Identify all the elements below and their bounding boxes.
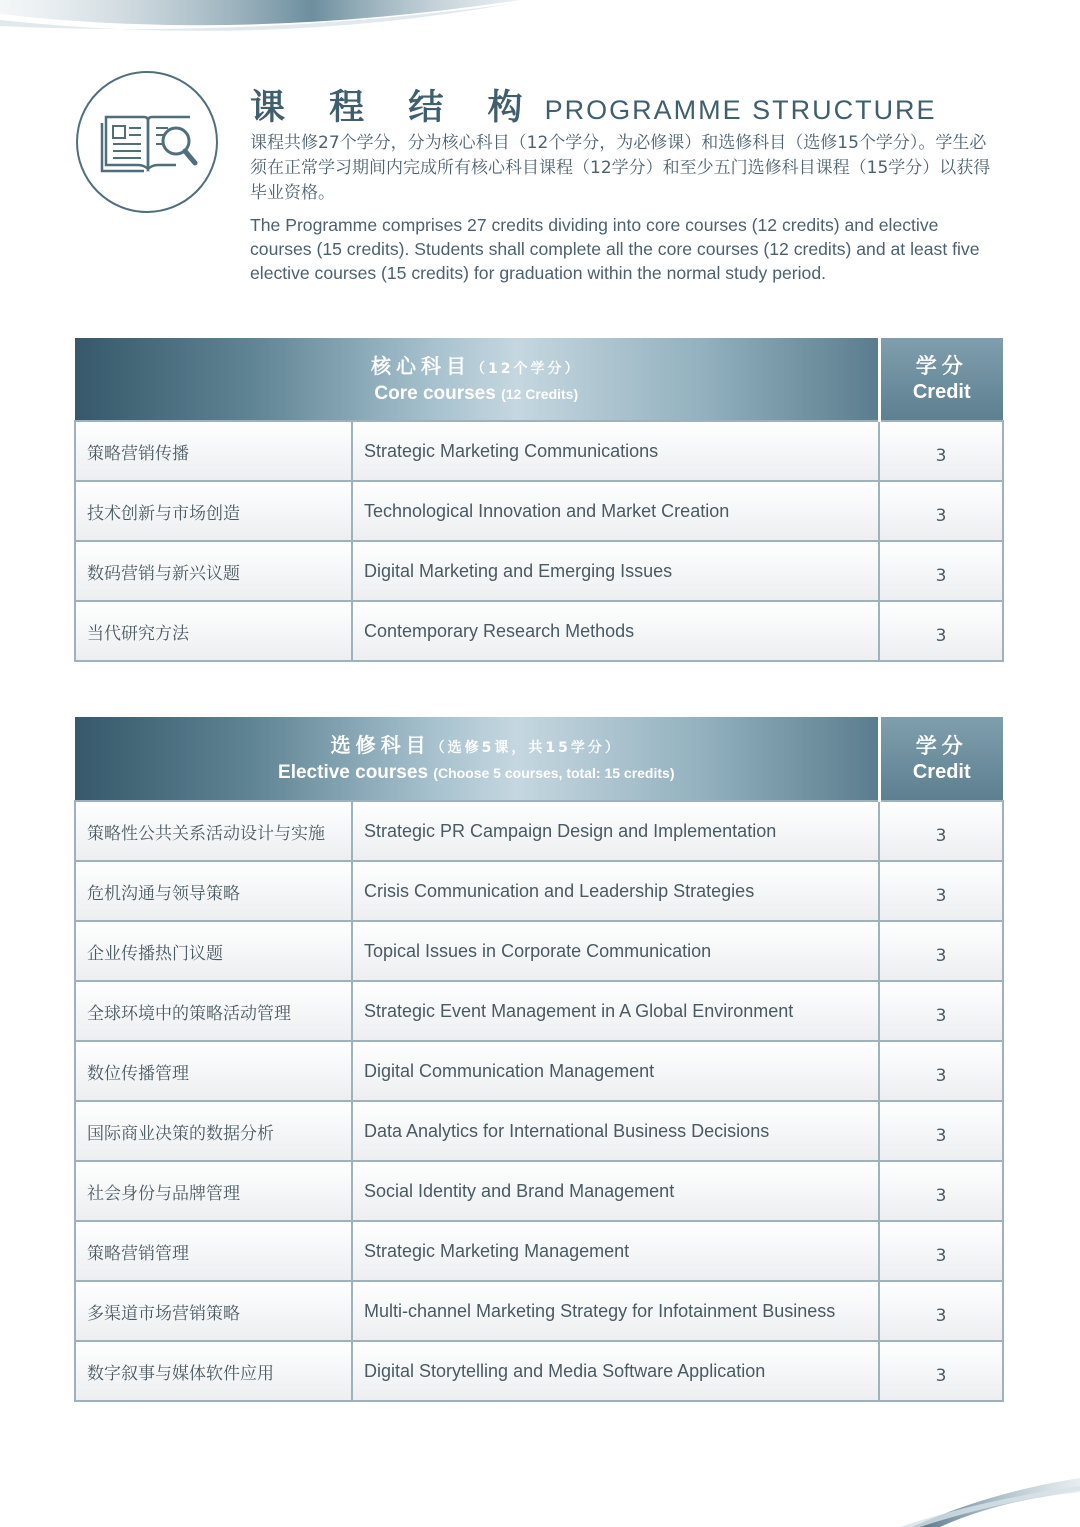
elective-heading bbox=[75, 717, 879, 801]
course-name-en: Strategic Event Management in A Global Environment bbox=[352, 981, 879, 1041]
elective-heading-cn-note: （选修5课，共15学分） bbox=[430, 740, 622, 756]
course-name-en: Topical Issues in Corporate Communication bbox=[352, 921, 879, 981]
table-row bbox=[75, 1281, 1003, 1341]
core-heading-cn: 核心科目 bbox=[371, 353, 472, 378]
core-heading-en: Core courses bbox=[374, 382, 496, 404]
table-row bbox=[75, 1041, 1003, 1101]
course-name-cn: 多渠道市场营销策略 bbox=[75, 1281, 352, 1341]
book-search-icon-badge bbox=[76, 71, 218, 213]
course-credit: 3 bbox=[879, 481, 1003, 541]
table-row bbox=[75, 1341, 1003, 1401]
table-row bbox=[75, 801, 1003, 861]
core-heading bbox=[75, 338, 879, 421]
title-english: PROGRAMME STRUCTURE bbox=[544, 95, 937, 125]
table-row bbox=[75, 1161, 1003, 1221]
course-name-cn: 策略营销传播 bbox=[75, 421, 352, 481]
course-name-en: Data Analytics for International Business Decisions bbox=[352, 1101, 879, 1161]
elective-heading-en-note: (Choose 5 courses, total: 15 credits) bbox=[433, 765, 675, 781]
course-name-cn: 社会身份与品牌管理 bbox=[75, 1161, 352, 1221]
core-credit-heading bbox=[879, 338, 1003, 421]
course-name-cn: 数码营销与新兴议题 bbox=[75, 541, 352, 601]
intro-chinese: 课程共修27个学分，分为核心科目（12个学分，为必修课）和选修科目（选修15个学分）。学生必须在正常学习期间内完成所有核心科目课程（12学分）和至少五门选修科目课程（15学分）以获得毕业资格。 bbox=[250, 133, 991, 203]
elective-courses-table bbox=[74, 717, 1004, 1402]
course-name-en: Strategic PR Campaign Design and Implementation bbox=[352, 801, 879, 861]
course-name-cn: 数字叙事与媒体软件应用 bbox=[75, 1341, 352, 1401]
intro-english: The Programme comprises 27 credits dividing into core courses (12 credits) and elective courses (15 credits). Students shall complete all the core courses (12 credits) and at least five elective courses (15 credits) for graduation within the normal study period. bbox=[250, 215, 980, 283]
course-name-en: Technological Innovation and Market Creation bbox=[352, 481, 879, 541]
table-row bbox=[75, 1221, 1003, 1281]
elective-credit-en: Credit bbox=[912, 760, 971, 783]
title-chinese: 课 程 结 构 bbox=[250, 88, 539, 128]
course-name-en: Strategic Marketing Communications bbox=[352, 421, 879, 481]
core-courses-table bbox=[74, 338, 1004, 662]
course-name-en: Strategic Marketing Management bbox=[352, 1221, 879, 1281]
course-name-en: Digital Communication Management bbox=[352, 1041, 879, 1101]
elective-heading-en: Elective courses bbox=[278, 762, 429, 783]
course-name-en: Crisis Communication and Leadership Strategies bbox=[352, 861, 879, 921]
course-name-cn: 策略性公共关系活动设计与实施 bbox=[75, 801, 352, 861]
elective-heading-cn: 选修科目 bbox=[330, 733, 431, 757]
table-row bbox=[75, 861, 1003, 921]
course-credit: 3 bbox=[879, 1341, 1003, 1401]
table-row bbox=[75, 981, 1003, 1041]
table-row bbox=[75, 481, 1003, 541]
course-name-en: Digital Storytelling and Media Software Application bbox=[352, 1341, 879, 1401]
table-row bbox=[75, 921, 1003, 981]
course-name-cn: 国际商业决策的数据分析 bbox=[75, 1101, 352, 1161]
course-credit: 3 bbox=[879, 1221, 1003, 1281]
course-name-en: Contemporary Research Methods bbox=[352, 601, 879, 661]
table-row bbox=[75, 1101, 1003, 1161]
course-name-cn: 危机沟通与领导策略 bbox=[75, 861, 352, 921]
book-magnifier-icon bbox=[100, 109, 198, 179]
page-title bbox=[250, 80, 937, 126]
course-credit: 3 bbox=[879, 421, 1003, 481]
course-name-cn: 策略营销管理 bbox=[75, 1221, 352, 1281]
course-credit: 3 bbox=[879, 1041, 1003, 1101]
course-name-cn: 当代研究方法 bbox=[75, 601, 352, 661]
course-credit: 3 bbox=[879, 1161, 1003, 1221]
course-name-cn: 数位传播管理 bbox=[75, 1041, 352, 1101]
course-name-cn: 企业传播热门议题 bbox=[75, 921, 352, 981]
core-heading-cn-note: （12个学分） bbox=[471, 360, 582, 377]
course-name-cn: 全球环境中的策略活动管理 bbox=[75, 981, 352, 1041]
core-credit-cn: 学分 bbox=[915, 354, 968, 378]
course-name-cn: 技术创新与市场创造 bbox=[75, 481, 352, 541]
table-row bbox=[75, 541, 1003, 601]
course-credit: 3 bbox=[879, 801, 1003, 861]
course-credit: 3 bbox=[879, 541, 1003, 601]
course-credit: 3 bbox=[879, 921, 1003, 981]
elective-credit-heading bbox=[879, 717, 1003, 801]
course-name-en: Multi-channel Marketing Strategy for Infotainment Business bbox=[352, 1281, 879, 1341]
course-credit: 3 bbox=[879, 981, 1003, 1041]
table-row bbox=[75, 601, 1003, 661]
course-credit: 3 bbox=[879, 861, 1003, 921]
elective-credit-cn: 学分 bbox=[915, 733, 968, 758]
table-row bbox=[75, 421, 1003, 481]
course-name-en: Social Identity and Brand Management bbox=[352, 1161, 879, 1221]
core-table-header bbox=[75, 338, 1003, 421]
elective-table-header bbox=[75, 717, 1003, 801]
core-heading-en-note: (12 Credits) bbox=[501, 385, 579, 402]
course-name-en: Digital Marketing and Emerging Issues bbox=[352, 541, 879, 601]
core-credit-en: Credit bbox=[912, 381, 971, 403]
course-credit: 3 bbox=[879, 601, 1003, 661]
course-credit: 3 bbox=[879, 1281, 1003, 1341]
course-credit: 3 bbox=[879, 1101, 1003, 1161]
